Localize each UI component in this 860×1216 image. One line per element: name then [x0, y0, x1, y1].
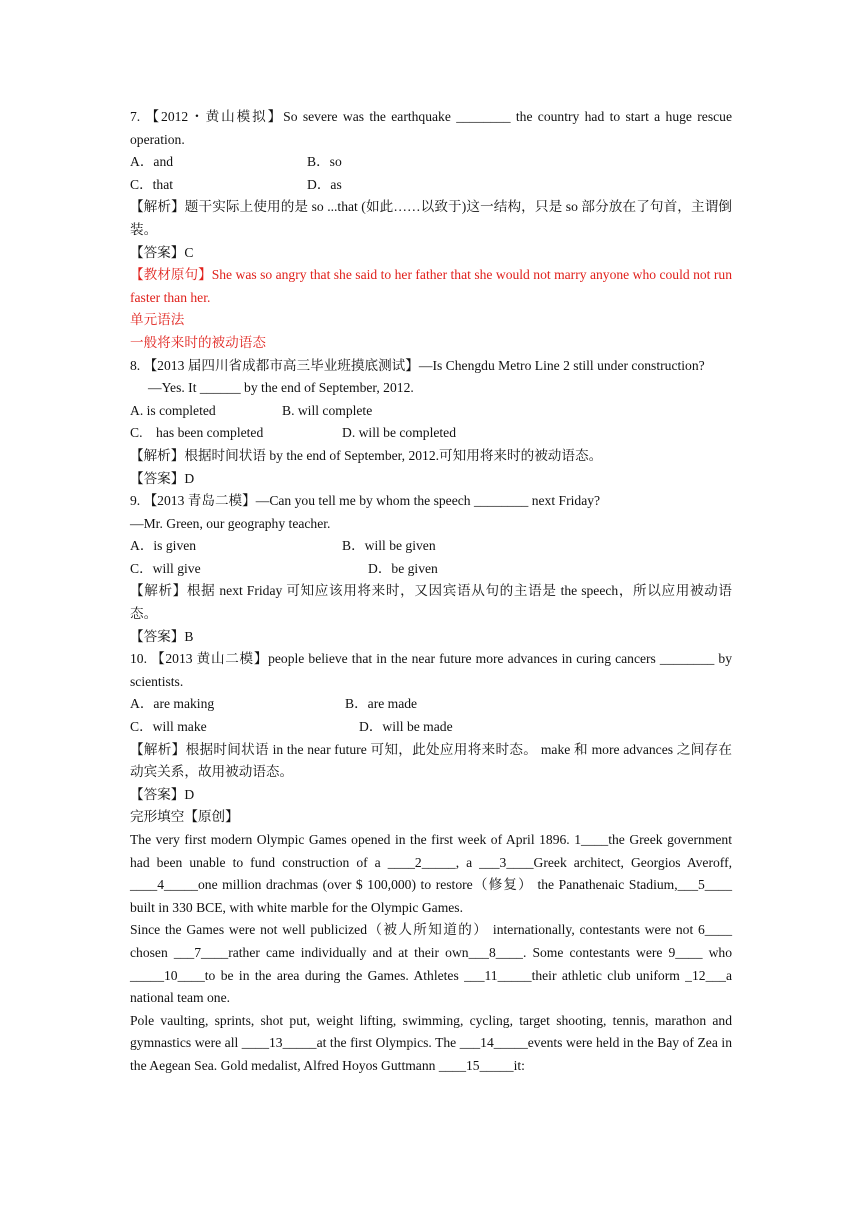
section-topic: 一般将来时的被动语态	[130, 334, 266, 350]
q10-stem: 10. 【2013 黄山二模】people believe that in the near future more advances in curing cancers ________ by scientists.	[130, 651, 732, 689]
option-c: C．that	[130, 176, 174, 192]
q7-answer: 【答案】C	[130, 244, 194, 260]
q8-reply: —Yes. It ______ by the end of September, 2012.	[148, 380, 414, 396]
cloze-paragraph-1: The very first modern Olympic Games opened in the first week of April 1896. 1____the Greek government had been unable to fund construction of a ____2_____, a ___3____Greek architect, Georgios Averoff, ____4_____one million drachmas (over $ 100,000) to restore（修复） the Panathenaic Stadium,___5____ built in 330 BCE, with white marble for the Olympic Games.	[130, 832, 732, 915]
cloze-paragraph-3: Pole vaulting, sprints, shot put, weight lifting, swimming, cycling, target shooting, tennis, marathon and gymnastics were all ____13_____at the first Olympics. The ___14_____events were held in the Bay of Zea in the Aegean Sea. Gold medalist, Alfred Hoyos Guttmann ____15_____it:	[130, 1012, 732, 1073]
cloze-title: 完形填空【原创】	[130, 809, 239, 825]
q7-analysis: 【解析】题干实际上使用的是 so ...that (如此……以致于)这一结构，只是 so 部分放在了句首，主谓倒装。	[130, 199, 732, 237]
q7-textbook-origin: 【教材原句】She was so angry that she said to her father that she would not marry anyone who could not run faster than her.	[130, 267, 732, 305]
option-c: C. has been completed	[130, 425, 264, 441]
option-b: B．will be given	[342, 538, 436, 554]
option-a: A．is given	[130, 538, 197, 554]
q9-stem: 9. 【2013 青岛二模】—Can you tell me by whom the speech ________ next Friday?	[130, 493, 601, 509]
option-a: A. is completed	[130, 402, 216, 418]
q9-options-row2	[130, 558, 732, 581]
q10-options-row2	[130, 716, 732, 739]
cloze-paragraph-2: Since the Games were not well publicized（被人所知道的） internationally, contestants were not 6____ chosen ___7____rather came individually and at their own___8____. Some contestants were 9____ who _____10____to be in the area during the Games. Athletes ___11_____their athletic club uniform _12___a national team one.	[130, 922, 732, 1006]
document-content	[130, 106, 732, 1078]
option-b: B．so	[307, 154, 342, 170]
option-b: B．are made	[345, 696, 418, 712]
q8-answer: 【答案】D	[130, 470, 195, 486]
q9-options-row1	[130, 535, 732, 558]
q8-options-row1	[130, 400, 732, 423]
option-c: C．will make	[130, 719, 207, 735]
q9-analysis: 【解析】根据 next Friday 可知应该用将来时，又因宾语从句的主语是 the speech，所以应用被动语态。	[130, 583, 732, 622]
q7-options-row2	[130, 174, 732, 197]
q9-answer: 【答案】B	[130, 628, 194, 644]
option-b: B. will complete	[282, 402, 373, 418]
q10-answer: 【答案】D	[130, 786, 195, 802]
option-d: D. will be completed	[342, 425, 457, 441]
option-a: A．and	[130, 154, 174, 170]
q8-options-row2	[130, 422, 732, 445]
q7-stem: 7. 【2012・黄山模拟】So severe was the earthquake ________ the country had to start a huge rescue operation.	[130, 109, 732, 147]
q8-stem: 8. 【2013 届四川省成都市高三毕业班摸底测试】—Is Chengdu Metro Line 2 still under construction?	[130, 357, 705, 373]
section-unit-grammar: 单元语法	[130, 312, 185, 328]
q10-analysis: 【解析】根据时间状语 in the near future 可知，此处应用将来时态。 make 和 more advances 之间存在动宾关系，故用被动语态。	[130, 741, 732, 780]
q9-reply: —Mr. Green, our geography teacher.	[130, 515, 331, 531]
option-d: D．as	[307, 176, 342, 192]
option-a: A．are making	[130, 696, 215, 712]
option-d: D．be given	[368, 560, 438, 576]
q8-analysis: 【解析】根据时间状语 by the end of September, 2012.可知用将来时的被动语态。	[130, 447, 603, 463]
q10-options-row1	[130, 693, 732, 716]
option-c: C．will give	[130, 560, 201, 576]
option-d: D．will be made	[359, 719, 453, 735]
q7-options-row1	[130, 151, 732, 174]
